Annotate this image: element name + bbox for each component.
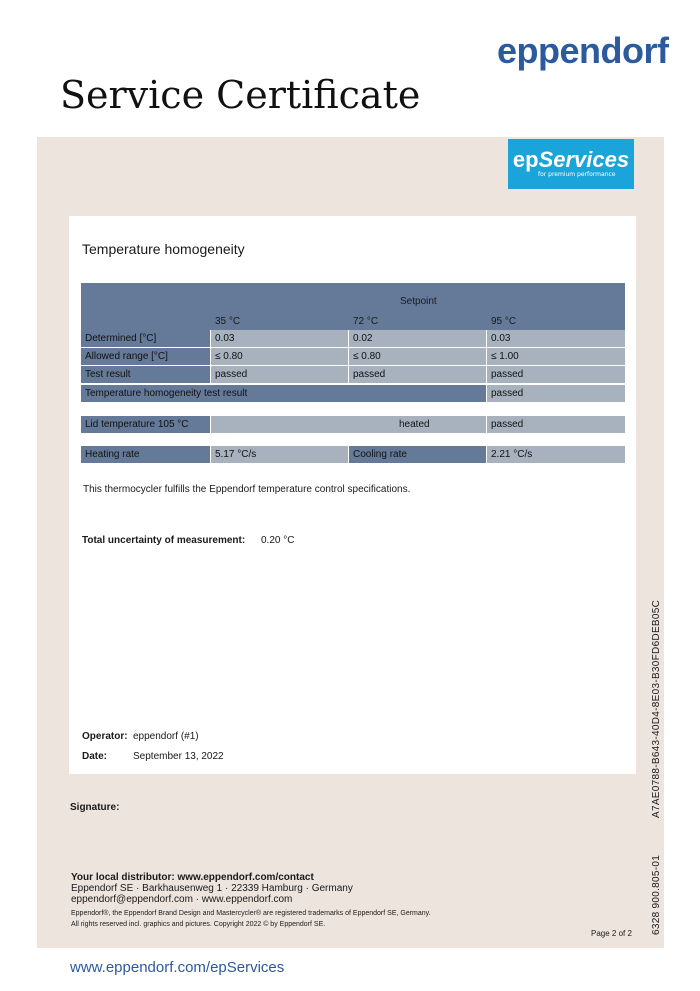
date-label: Date: — [82, 751, 108, 762]
certificate-id: A7AE0788-B643-40D4-8E03-B30FD6DEB05C — [651, 599, 662, 818]
table-row-result — [81, 366, 625, 383]
table-row-determined — [81, 330, 625, 347]
date-value: September 13, 2022 — [133, 751, 224, 762]
operator-value: eppendorf (#1) — [133, 731, 199, 742]
heating-label: Heating rate — [81, 446, 210, 463]
legal-line2: All rights reserved incl. graphics and pictures. Copyright 2022 © by Eppendorf SE. — [71, 921, 326, 928]
cooling-value: 2.21 °C/s — [487, 446, 625, 463]
badge-prefix: ep — [512, 147, 539, 172]
lid-row — [81, 416, 625, 433]
row-label: Test result — [81, 366, 210, 383]
signature-label: Signature: — [70, 802, 120, 813]
distributor-line2: Eppendorf SE · Barkhausenweg 1 · 22339 Hamburg · Germany — [71, 883, 353, 894]
epservices-badge — [508, 139, 634, 189]
summary-row — [81, 385, 625, 402]
table-cell: passed — [349, 366, 486, 383]
badge-suffix: Services — [538, 147, 630, 172]
legal-line1: Eppendorf®, the Eppendorf Brand Design and Mastercycler® are registered trademarks of Eppendorf SE, Germany. — [71, 910, 431, 917]
operator-label: Operator: — [82, 731, 128, 742]
uncertainty-value: 0.20 °C — [261, 535, 295, 546]
document-number: 6328 900.805-01 — [651, 854, 662, 935]
table-cell: 0.03 — [211, 330, 348, 347]
table-row-allowed — [81, 348, 625, 365]
table-header — [81, 283, 625, 330]
section-title: Temperature homogeneity — [82, 241, 245, 257]
column-header-35: 35 °C — [215, 316, 241, 327]
badge-subtitle: for premium performance — [538, 171, 616, 178]
table-cell: passed — [487, 366, 625, 383]
summary-value: passed — [487, 385, 625, 402]
column-header-72: 72 °C — [353, 316, 379, 327]
table-cell: ≤ 1.00 — [487, 348, 625, 365]
lid-label: Lid temperature 105 °C — [81, 416, 210, 433]
setpoint-label: Setpoint — [400, 296, 437, 307]
statement: This thermocycler fulfills the Eppendorf temperature control specifications. — [83, 484, 411, 495]
footer-link[interactable]: www.eppendorf.com/epServices — [70, 959, 285, 976]
column-header-95: 95 °C — [491, 316, 517, 327]
cooling-label: Cooling rate — [349, 446, 486, 463]
table-cell: 0.03 — [487, 330, 625, 347]
distributor-line1: Your local distributor: www.eppendorf.com/contact — [71, 872, 314, 883]
heating-value: 5.17 °C/s — [211, 446, 348, 463]
table-cell: passed — [211, 366, 348, 383]
page-title: Service Certificate — [60, 73, 421, 117]
uncertainty-label: Total uncertainty of measurement: — [82, 535, 246, 546]
page-number: Page 2 of 2 — [591, 929, 632, 938]
row-label: Allowed range [°C] — [81, 348, 210, 365]
rates-row — [81, 446, 625, 463]
summary-label: Temperature homogeneity test result — [81, 385, 486, 402]
row-label: Determined [°C] — [81, 330, 210, 347]
eppendorf-logo: eppendorf — [497, 30, 669, 71]
lid-state: heated — [211, 416, 486, 433]
lid-result: passed — [487, 416, 625, 433]
distributor-line3: eppendorf@eppendorf.com · www.eppendorf.com — [71, 894, 293, 905]
table-cell: ≤ 0.80 — [349, 348, 486, 365]
table-cell: ≤ 0.80 — [211, 348, 348, 365]
table-cell: 0.02 — [349, 330, 486, 347]
